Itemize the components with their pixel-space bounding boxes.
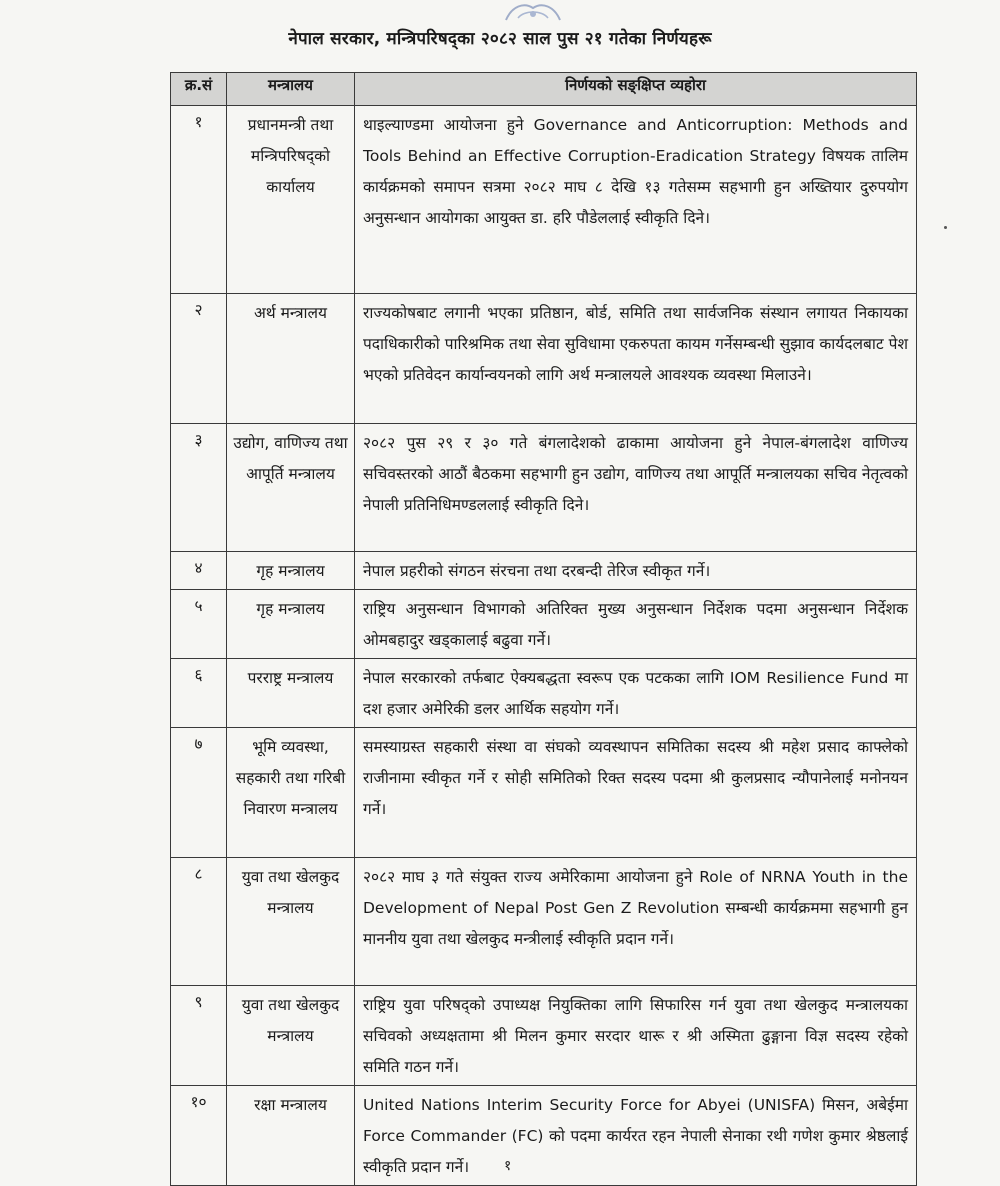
row-summary: समस्याग्रस्त सहकारी संस्था वा संघको व्यवस्थापन समितिका सदस्य श्री महेश प्रसाद काफ्लेको राजीनामा स्वीकृत गर्ने र सोही समितिको रिक्त सदस्य पदमा श्री कुलप्रसाद न्यौपानेलाई मनोनयन गर्ने। (355, 728, 917, 858)
table-row (171, 659, 917, 728)
row-serial: ४ (171, 552, 227, 590)
row-ministry: रक्षा मन्त्रालय (227, 1086, 355, 1186)
table-row (171, 858, 917, 986)
row-ministry: प्रधानमन्त्री तथा मन्त्रिपरिषद्को कार्यालय (227, 106, 355, 294)
row-summary: राष्ट्रिय अनुसन्धान विभागको अतिरिक्त मुख्य अनुसन्धान निर्देशक पदमा अनुसन्धान निर्देशक ओमबहादुर खड्कालाई बढुवा गर्ने। (355, 590, 917, 659)
row-summary: २०८२ माघ ३ गते संयुक्त राज्य अमेरिकामा आयोजना हुने Role of NRNA Youth in the Development of Nepal Post Gen Z Revolution सम्बन्धी कार्यक्रममा सहभागी हुन माननीय युवा तथा खेलकुद मन्त्रीलाई स्वीकृति प्रदान गर्ने। (355, 858, 917, 986)
table-row (171, 106, 917, 294)
table-row (171, 986, 917, 1086)
table-row (171, 1086, 917, 1186)
row-ministry: उद्योग, वाणिज्य तथा आपूर्ति मन्त्रालय (227, 424, 355, 552)
row-summary: नेपाल सरकारको तर्फबाट ऐक्यबद्धता स्वरूप एक पटकका लागि IOM Resilience Fund मा दश हजार अमेरिकी डलर आर्थिक सहयोग गर्ने। (355, 659, 917, 728)
row-summary: राष्ट्रिय युवा परिषद्को उपाध्यक्ष नियुक्तिका लागि सिफारिस गर्न युवा तथा खेलकुद मन्त्रालयका सचिवको अध्यक्षतामा श्री मिलन कुमार सरदार थारू र श्री अस्मिता ढुङ्गाना विज्ञ सदस्य रहेको समिति गठन गर्ने। (355, 986, 917, 1086)
page-number: १ (504, 1158, 512, 1174)
row-summary: २०८२ पुस २९ र ३० गते बंगलादेशको ढाकामा आयोजना हुने नेपाल-बंगलादेश वाणिज्य सचिवस्तरको आठौं बैठकमा सहभागी हुन उद्योग, वाणिज्य तथा आपूर्ति मन्त्रालयका सचिव नेतृत्वको नेपाली प्रतिनिधिमण्डललाई स्वीकृति दिने। (355, 424, 917, 552)
row-serial: ६ (171, 659, 227, 728)
row-serial: १ (171, 106, 227, 294)
row-ministry: परराष्ट्र मन्त्रालय (227, 659, 355, 728)
row-ministry: गृह मन्त्रालय (227, 590, 355, 659)
table-header-row (171, 73, 917, 106)
header-serial: क्र.सं (171, 73, 227, 106)
row-ministry: भूमि व्यवस्था, सहकारी तथा गरिबी निवारण मन्त्रालय (227, 728, 355, 858)
row-ministry: अर्थ मन्त्रालय (227, 294, 355, 424)
row-summary: थाइल्याण्डमा आयोजना हुने Governance and Anticorruption: Methods and Tools Behind an Effective Corruption-Eradication Strategy विषयक तालिम कार्यक्रमको समापन सत्रमा २०८२ माघ ८ देखि १३ गतेसम्म सहभागी हुन अख्तियार दुरुपयोग अनुसन्धान आयोगका आयुक्त डा. हरि पौडेललाई स्वीकृति दिने। (355, 106, 917, 294)
row-ministry: युवा तथा खेलकुद मन्त्रालय (227, 858, 355, 986)
row-summary: नेपाल प्रहरीको संगठन संरचना तथा दरबन्दी तेरिज स्वीकृत गर्ने। (355, 552, 917, 590)
table-row (171, 728, 917, 858)
header-summary: निर्णयको सङ्क्षिप्त व्यहोरा (355, 73, 917, 106)
row-serial: २ (171, 294, 227, 424)
row-summary: United Nations Interim Security Force for Abyei (UNISFA) मिसन, अबेईमा Force Commander (FC) को पदमा कार्यरत रहन नेपाली सेनाका रथी गणेश कुमार श्रेष्ठलाई स्वीकृति प्रदान गर्ने। (355, 1086, 917, 1186)
row-serial: ७ (171, 728, 227, 858)
row-serial: १० (171, 1086, 227, 1186)
row-serial: ९ (171, 986, 227, 1086)
row-ministry: युवा तथा खेलकुद मन्त्रालय (227, 986, 355, 1086)
document-title: नेपाल सरकार, मन्त्रिपरिषद्‌का २०८२ साल पुस २१ गतेका निर्णयहरू (288, 29, 712, 49)
table-row (171, 552, 917, 590)
government-seal-stamp (498, 0, 568, 26)
decisions-table (170, 72, 917, 1186)
row-summary: राज्यकोषबाट लगानी भएका प्रतिष्ठान, बोर्ड, समिति तथा सार्वजनिक संस्थान लगायत निकायका पदाधिकारीको पारिश्रमिक तथा सेवा सुविधामा एकरुपता कायम गर्नेसम्बन्धी सुझाव कार्यदलबाट पेश भएको प्रतिवेदन कार्यान्वयनको लागि अर्थ मन्त्रालयले आवश्यक व्यवस्था मिलाउने। (355, 294, 917, 424)
table-row (171, 590, 917, 659)
header-ministry: मन्त्रालय (227, 73, 355, 106)
row-serial: ८ (171, 858, 227, 986)
row-serial: ३ (171, 424, 227, 552)
table-row (171, 424, 917, 552)
scan-speck (944, 226, 947, 229)
row-serial: ५ (171, 590, 227, 659)
row-ministry: गृह मन्त्रालय (227, 552, 355, 590)
table-row (171, 294, 917, 424)
